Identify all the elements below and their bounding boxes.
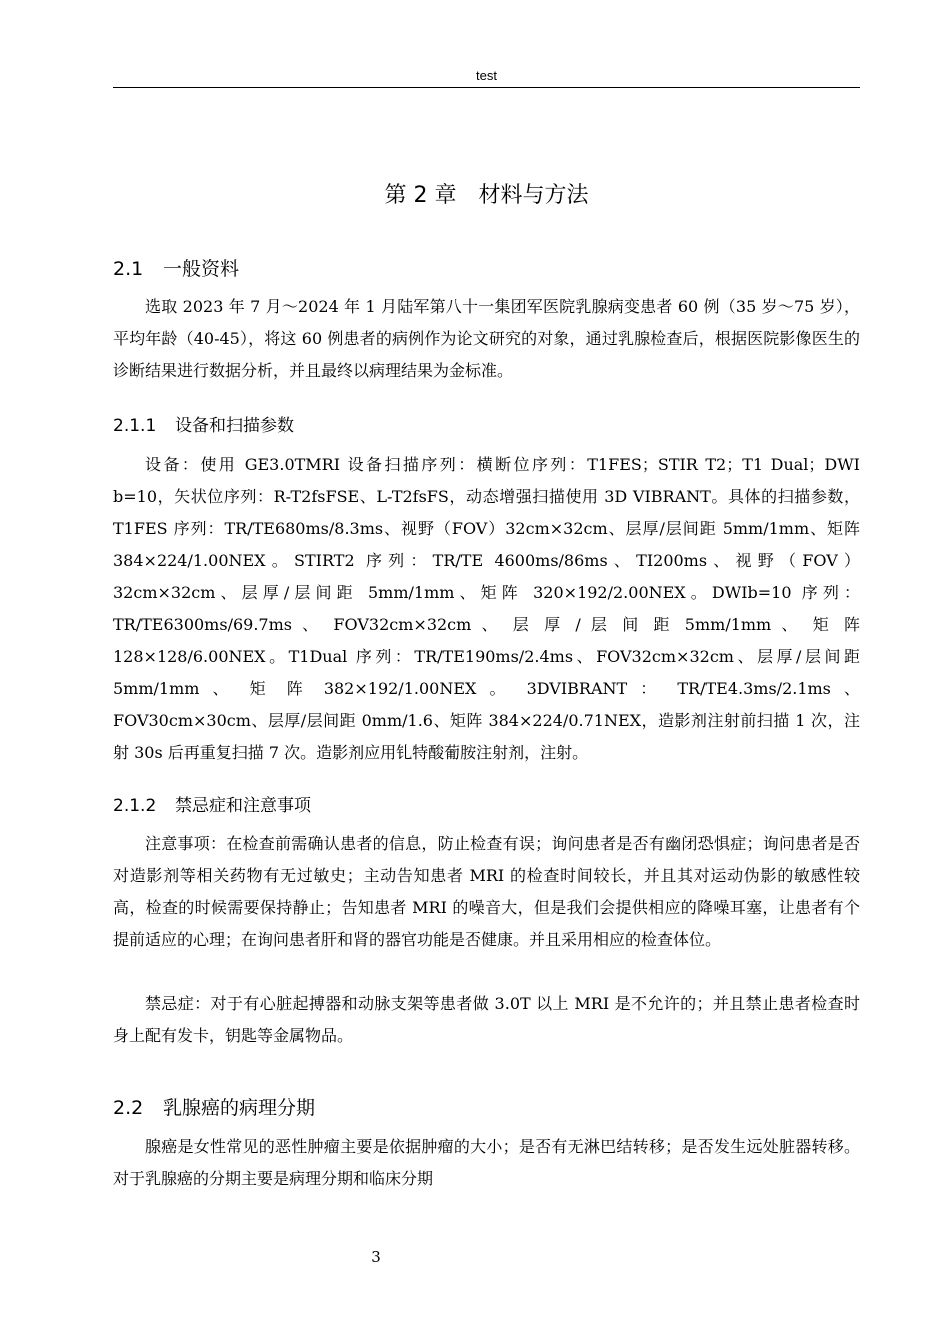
section-heading-2-1-2	[113, 791, 311, 816]
section-title: 乳腺癌的病理分期	[163, 1097, 316, 1119]
section-heading-2-1-1	[113, 411, 294, 436]
section-title: 设备和扫描参数	[175, 416, 294, 436]
paragraph-general-info: 选取 2023 年 7 月～2024 年 1 月陆军第八十一集团军医院乳腺病变患者 60 例（35 岁～75 岁），平均年龄（40-45），将这 60 例患者的病例作为论文研究的对象，通过乳腺检查后，根据医院影像医生的诊断结果进行数据分析，并且最终以病理结果为金标准。	[113, 297, 860, 380]
section-number: 2.2	[113, 1097, 144, 1119]
paragraph-staging: 腺癌是女性常见的恶性肿瘤主要是依据肿瘤的大小；是否有无淋巴结转移；是否发生远处脏器转移。对于乳腺癌的分期主要是病理分期和临床分期	[113, 1137, 860, 1188]
section-heading-2-2	[113, 1093, 315, 1120]
section-number: 2.1.1	[113, 416, 157, 436]
paragraph-contraindications: 禁忌症：对于有心脏起搏器和动脉支架等患者做 3.0T 以上 MRI 是不允许的；并且禁止患者检查时身上配有发卡，钥匙等金属物品。	[113, 994, 860, 1045]
section-number: 2.1.2	[113, 796, 157, 816]
section-title: 禁忌症和注意事项	[175, 796, 311, 816]
page-number: 3	[371, 1248, 381, 1266]
paragraph-equipment: 设备：使用 GE3.0TMRI 设备扫描序列：横断位序列：T1FES；STIR T2；T1 Dual；DWI b=10，矢状位序列：R-T2fsFSE、L-T2fsFS，动态增强扫描使用 3D VIBRANT。具体的扫描参数，T1FES 序列：TR/TE680ms/8.3ms、视野（FOV）32cm×32cm、层厚/层间距 5mm/1mm、矩阵 384×224/1.00NEX。STIRT2 序列：TR/TE 4600ms/86ms、TI200ms、视野（FOV）32cm×32cm、层厚/层间距 5mm/1mm、矩阵 320×192/2.00NEX。DWIb=10 序列：TR/TE6300ms/69.7ms 、 FOV32cm×32cm 、 层 厚 / 层 间 距 5mm/1mm 、 矩 阵 128×128/6.00NEX。T1Dual 序列：TR/TE190ms/2.4ms、FOV32cm×32cm、层厚/层间距 5mm/1mm 、 矩 阵 382×192/1.00NEX 。 3DVIBRANT ： TR/TE4.3ms/2.1ms 、 FOV30cm×30cm、层厚/层间距 0mm/1.6、矩阵 384×224/0.71NEX，造影剂注射前扫描 1 次，注射 30s 后再重复扫描 7 次。造影剂应用钆特酸葡胺注射剂，注射。	[113, 455, 860, 762]
header-rule	[113, 87, 860, 88]
chapter-title: 第 2 章 材料与方法	[384, 183, 589, 208]
section-number: 2.1	[113, 258, 144, 280]
paragraph-precautions: 注意事项：在检查前需确认患者的信息，防止检查有误；询问患者是否有幽闭恐惧症；询问患者是否对造影剂等相关药物有无过敏史；主动告知患者 MRI 的检查时间较长，并且其对运动伪影的敏感性较高，检查的时候需要保持静止；告知患者 MRI 的噪音大，但是我们会提供相应的降噪耳塞，让患者有个提前适应的心理；在询问患者肝和肾的器官功能是否健康。并且采用相应的检查体位。	[113, 834, 860, 949]
section-heading-2-1	[113, 254, 239, 281]
section-title: 一般资料	[163, 258, 240, 280]
page-header: test	[476, 68, 497, 83]
